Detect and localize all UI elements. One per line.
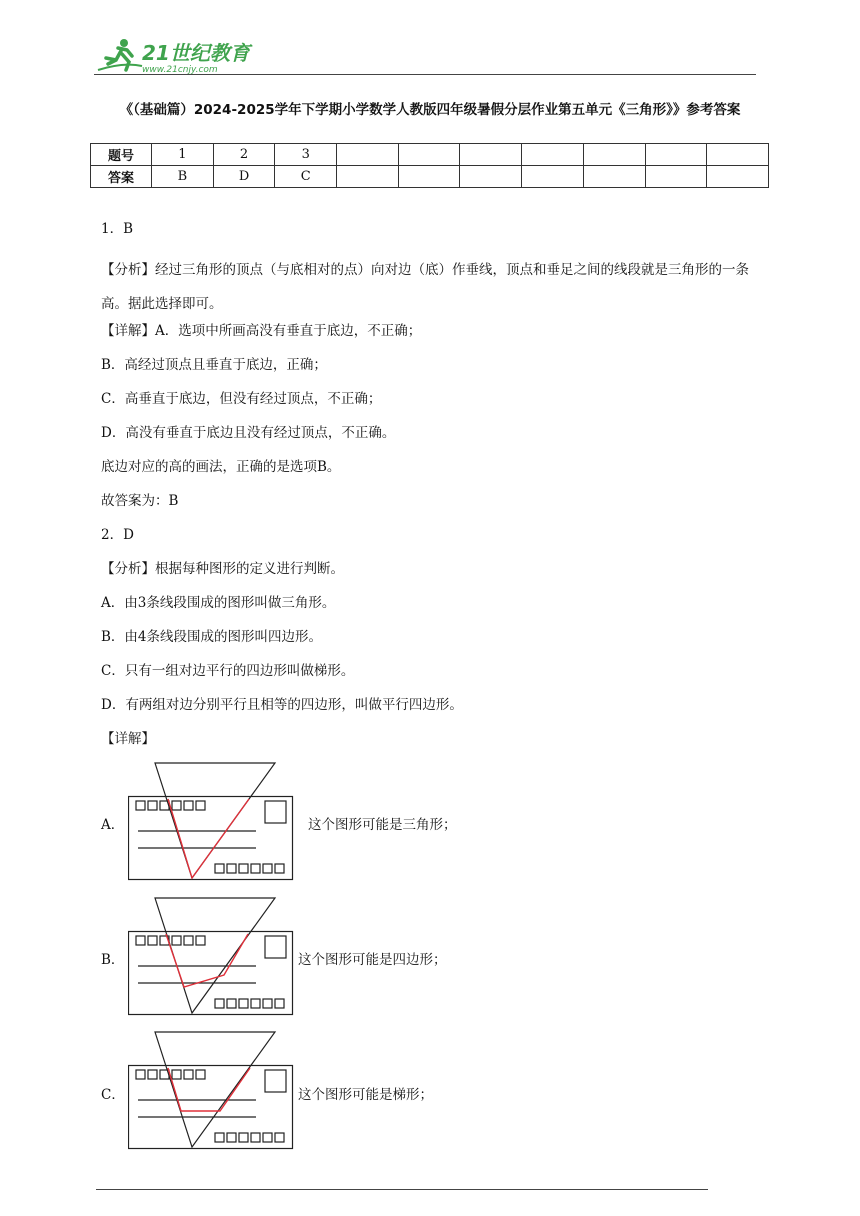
table-cell bbox=[707, 166, 769, 188]
q1-heading: 1．B bbox=[101, 221, 134, 237]
row-header-answer: 答案 bbox=[91, 166, 152, 188]
q2-line: A．由3条线段围成的图形叫做三角形。 bbox=[101, 595, 336, 611]
logo-url: www.21cnjy.com bbox=[142, 65, 218, 75]
q1-detail-line: 【详解】A．选项中所画高没有垂直于底边，不正确； bbox=[101, 323, 422, 339]
q2-line: C．只有一组对边平行的四边形叫做梯形。 bbox=[101, 663, 355, 679]
table-cell: 1 bbox=[152, 144, 214, 166]
option-b-letter: B． bbox=[101, 952, 125, 968]
table-cell bbox=[460, 144, 522, 166]
answer-table bbox=[90, 143, 769, 188]
table-cell: 2 bbox=[213, 144, 275, 166]
option-c-letter: C． bbox=[101, 1087, 125, 1103]
table-cell bbox=[398, 166, 460, 188]
q1-detail-line: 故答案为：B bbox=[101, 493, 179, 509]
q1-analysis: 【分析】经过三角形的顶点（与底相对的点）向对边（底）作垂线，顶点和垂足之间的线段就是三角形的一条高。据此选择即可。 bbox=[101, 262, 749, 312]
table-cell bbox=[337, 144, 399, 166]
q2-line: 【分析】根据每种图形的定义进行判断。 bbox=[101, 561, 344, 577]
row-header-number: 题号 bbox=[91, 144, 152, 166]
table-cell bbox=[707, 144, 769, 166]
q2-line: 【详解】 bbox=[101, 731, 155, 747]
table-row-answers bbox=[91, 166, 769, 188]
q1-detail-line: C．高垂直于底边，但没有经过顶点，不正确； bbox=[101, 391, 382, 407]
footer-rule bbox=[96, 1189, 708, 1190]
table-cell bbox=[583, 144, 645, 166]
q2-line: D．有两组对边分别平行且相等的四边形，叫做平行四边形。 bbox=[101, 697, 463, 713]
option-c-desc: 这个图形可能是梯形； bbox=[298, 1087, 433, 1103]
logo-text: 21世纪教育 bbox=[142, 41, 250, 65]
table-row-numbers bbox=[91, 144, 769, 166]
table-cell: B bbox=[152, 166, 214, 188]
table-cell: D bbox=[213, 166, 275, 188]
option-a-letter: A． bbox=[101, 817, 125, 833]
table-cell bbox=[583, 166, 645, 188]
table-cell bbox=[398, 144, 460, 166]
table-cell bbox=[645, 166, 707, 188]
q1-detail-line: D．高没有垂直于底边且没有经过顶点，不正确。 bbox=[101, 425, 396, 441]
runner-icon bbox=[98, 39, 142, 70]
q2-heading: 2．D bbox=[101, 527, 134, 543]
option-a-desc: 这个图形可能是三角形； bbox=[308, 817, 457, 833]
option-b-figure bbox=[128, 895, 298, 1019]
option-c-figure bbox=[128, 1029, 298, 1153]
header-rule bbox=[94, 74, 756, 75]
table-cell bbox=[337, 166, 399, 188]
table-cell: 3 bbox=[275, 144, 337, 166]
table-cell bbox=[522, 166, 584, 188]
table-cell bbox=[645, 144, 707, 166]
table-cell bbox=[522, 144, 584, 166]
table-cell bbox=[460, 166, 522, 188]
option-b-desc: 这个图形可能是四边形； bbox=[298, 952, 447, 968]
q1-detail-line: 底边对应的高的画法，正确的是选项B。 bbox=[101, 459, 341, 475]
page-title: 《（基础篇）2024-2025学年下学期小学数学人教版四年级暑假分层作业第五单元《三角形》》参考答案 bbox=[119, 102, 741, 118]
table-cell: C bbox=[275, 166, 337, 188]
q1-detail-line: B．高经过顶点且垂直于底边，正确； bbox=[101, 357, 327, 373]
option-a-figure bbox=[128, 760, 298, 884]
q2-line: B．由4条线段围成的图形叫四边形。 bbox=[101, 629, 323, 645]
